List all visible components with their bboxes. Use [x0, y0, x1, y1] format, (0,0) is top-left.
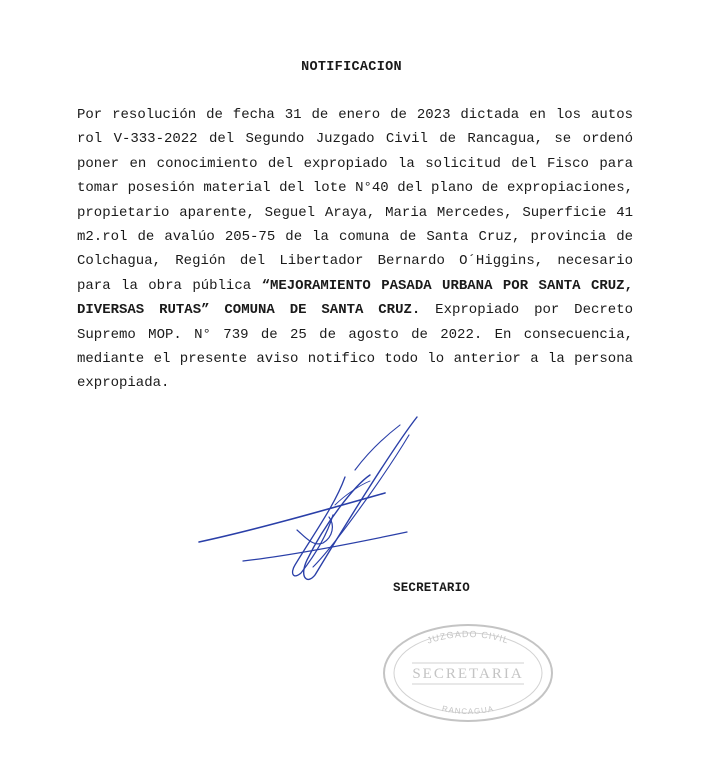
document-title: NOTIFICACION: [301, 60, 402, 75]
stamp-center-text: SECRETARIA: [412, 666, 524, 682]
svg-text:RANCAGUA: [441, 704, 495, 716]
stamp-top-text: JUZGADO CIVIL: [425, 628, 511, 646]
body-text-part1: Por resolución de fecha 31 de enero de 2023 dictada en los autos rol V-333-2022 del Segundo Juzgado Civil de Rancagua, se ordenó poner en conocimiento del expropiado la solicitud del Fisco para tomar posesión material del lote N°40 del plano de expropiaciones, propietario aparente, Seguel Araya, Maria Mercedes, Superficie 41 m2.rol de avalúo 205-75 de la comuna de Santa Cruz, provincia de Colchagua, Región del Libertador Bernardo O´Higgins, necesario para la obra pública: [77, 107, 633, 294]
body-text-part2: Expropiado por Decreto Supremo MOP. N° 739 de 25 de agosto de 2022. En consecuencia, mediante el presente aviso notifico todo lo anterior a la persona expropiada.: [77, 302, 633, 392]
court-stamp: [378, 618, 558, 728]
handwritten-signature: [195, 405, 425, 590]
signature-label: SECRETARIO: [393, 581, 471, 595]
stamp-bottom-text: RANCAGUA: [441, 703, 495, 717]
svg-text:JUZGADO CIVIL: [426, 629, 511, 646]
notification-body: [77, 103, 633, 396]
project-name: “MEJORAMIENTO PASADA URBANA POR SANTA CRUZ, DIVERSAS RUTAS” COMUNA DE SANTA CRUZ.: [77, 277, 633, 319]
